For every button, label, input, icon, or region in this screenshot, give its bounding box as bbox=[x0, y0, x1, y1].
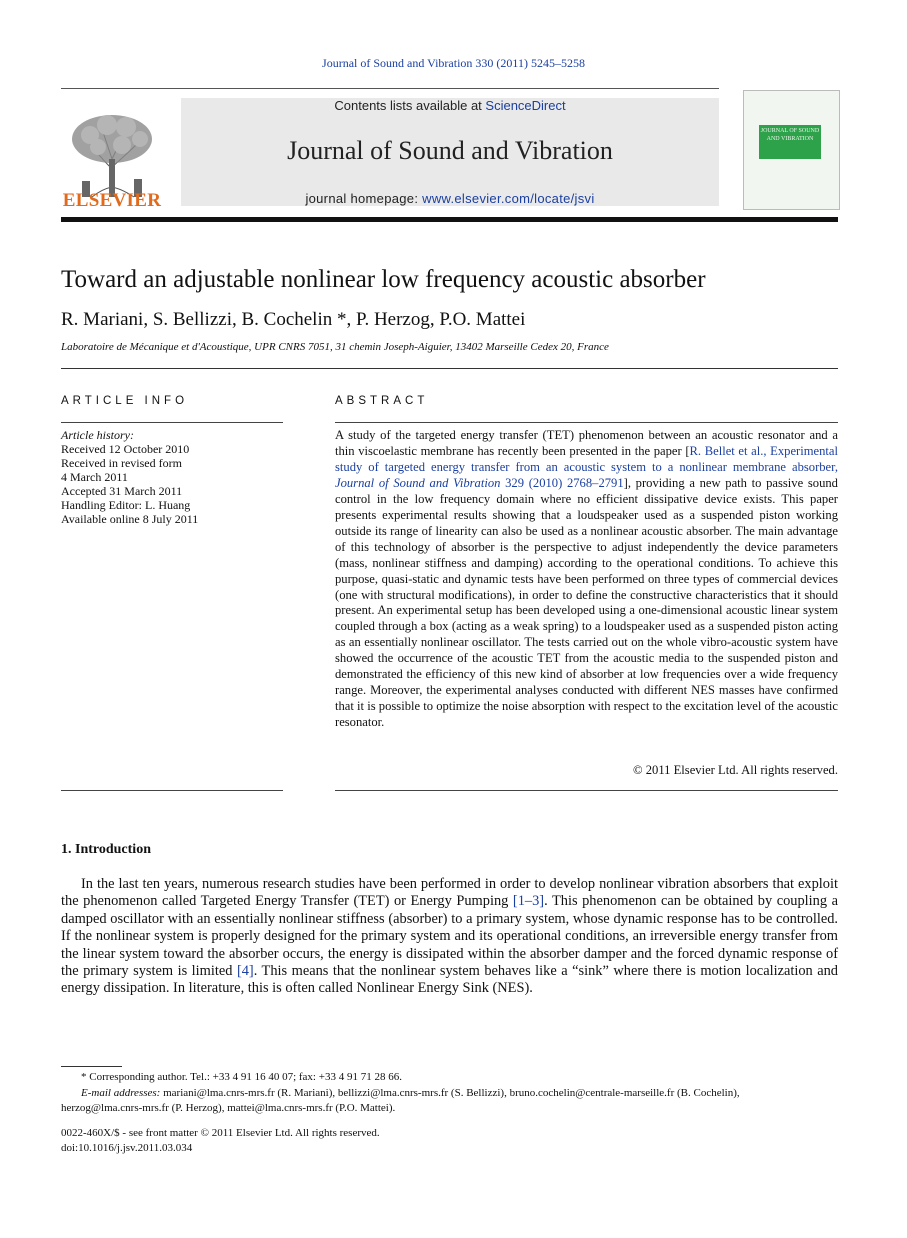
masthead-top-rule bbox=[61, 88, 719, 89]
front-matter bbox=[61, 1126, 661, 1156]
elsevier-wordmark: ELSEVIER bbox=[62, 190, 162, 211]
doi-line[interactable]: doi:10.1016/j.jsv.2011.03.034 bbox=[61, 1142, 193, 1154]
history-item: Received in revised form bbox=[61, 456, 182, 470]
article-info-bottom-rule bbox=[61, 790, 283, 791]
abstract-text bbox=[335, 428, 838, 731]
contents-line bbox=[181, 98, 719, 113]
abstract-heading: ABSTRACT bbox=[335, 395, 429, 407]
history-item: Received 12 October 2010 bbox=[61, 442, 190, 456]
affiliation-rule bbox=[61, 368, 838, 369]
cover-title-text: JOURNAL OF SOUND AND VIBRATION bbox=[760, 128, 820, 142]
email-addresses-line-2[interactable]: herzog@lma.cnrs-mrs.fr (P. Herzog), mattei@lma.cnrs-mrs.fr (P.O. Mattei). bbox=[61, 1102, 396, 1114]
history-item: Accepted 31 March 2011 bbox=[61, 484, 183, 498]
reference-journal: Journal of Sound and Vibration bbox=[335, 475, 501, 490]
introduction-paragraph bbox=[61, 876, 838, 998]
journal-citation-link[interactable]: Journal of Sound and Vibration 330 (2011) 5245–5258 bbox=[322, 56, 585, 70]
journal-homepage-line bbox=[181, 191, 719, 206]
email-label: E-mail addresses: bbox=[81, 1086, 161, 1099]
corresponding-author-note: * Corresponding author. Tel.: +33 4 91 16 40 07; fax: +33 4 91 71 28 66. bbox=[81, 1071, 402, 1083]
reference-tail: 329 (2010) 2768–2791 bbox=[500, 475, 624, 490]
sciencedirect-link[interactable]: ScienceDirect bbox=[485, 98, 566, 113]
journal-title: Journal of Sound and Vibration bbox=[287, 136, 613, 165]
history-item: 4 March 2011 bbox=[61, 470, 128, 484]
abstract-copyright: © 2011 Elsevier Ltd. All rights reserved. bbox=[633, 763, 838, 777]
issn-line: 0022-460X/$ - see front matter © 2011 Elsevier Ltd. All rights reserved. bbox=[61, 1127, 380, 1139]
abstract-part: ], providing a new path to passive sound control in the low frequency domain where no efficient dissipative device exists. This paper presents experimental results showing that a loudspeaker used as a suspended piston working outside its range of linearity can also be used as a nonlinear acoustic absorber. The main advantage of this technology of absorber is the perspective to adjust independently the device parameters (mass, nonlinear stiffness and damping) according to the operational conditions. To achieve this purpose, quasi-static and dynamic tests have been performed on three types of commercial devices (one with structural modifications), in order to define the constructive characteristics that it should present. An experimental setup has been developed using a one-dimensional acoustic linear system coupled through a box (acting as a weak spring) to a loudspeaker used as a suspended piston acting as an essentially nonlinear oscillator. The tests carried out on the whole vibro-acoustic system have showed the occurrence of the acoustic TET from the acoustic media to the suspended piston and demonstrated the efficiency of this new kind of absorber at low frequencies over a wide frequency range. Moreover, the experimental analyses conducted with different NES masses have confirmed that it is possible to optimize the noise absorption with respect to the excitation level of the acoustic resonator. bbox=[335, 475, 838, 730]
citation-link[interactable]: [4] bbox=[236, 963, 254, 980]
abstract-bottom-rule bbox=[335, 790, 838, 791]
intro-text: In the last ten years, numerous research studies have been performed in order to develop nonlinear vibration absorbers that exploit the phenomenon called Targeted Energy Transfer (TET) or Energy Pumping bbox=[61, 876, 838, 910]
homepage-prefix: journal homepage: bbox=[305, 191, 423, 206]
reference-text: R. Bellet et al., Experimental study of targeted energy transfer from an acoustic system to a nonlinear membrane absorber, bbox=[335, 443, 838, 474]
footnote bbox=[61, 1070, 838, 1117]
citation-link[interactable]: [1–3] bbox=[512, 893, 545, 910]
footnote-rule bbox=[61, 1066, 122, 1067]
history-item: Handling Editor: L. Huang bbox=[61, 498, 191, 512]
journal-cover-thumbnail[interactable] bbox=[743, 90, 840, 210]
intro-text: . This means that the nonlinear system behaves like a “sink” where there is motion localization and energy dissipation. In literature, this is often called Nonlinear Energy Sink (NES). bbox=[61, 963, 839, 997]
email-list[interactable]: mariani@lma.cnrs-mrs.fr (R. Mariani), bellizzi@lma.cnrs-mrs.fr (S. Bellizzi), bruno.cochelin@centrale-marseille.fr (B. Cochelin), bbox=[160, 1086, 740, 1099]
article-history bbox=[61, 428, 283, 526]
article-info-heading: ARTICLE INFO bbox=[61, 395, 189, 407]
contents-prefix: Contents lists available at bbox=[334, 98, 486, 113]
author-list: R. Mariani, S. Bellizzi, B. Cochelin *, P. Herzog, P.O. Mattei bbox=[61, 309, 526, 330]
journal-homepage-link[interactable]: www.elsevier.com/locate/jsvi bbox=[422, 191, 595, 206]
history-label: Article history: bbox=[61, 428, 134, 442]
abstract-rule bbox=[335, 422, 838, 423]
abstract-part: A study of the targeted energy transfer (TET) phenomenon between an acoustic resonator and a thin viscoelastic membrane has recently been presented in the paper [ bbox=[335, 428, 838, 458]
email-addresses-line bbox=[61, 1086, 838, 1102]
article-info-rule bbox=[61, 422, 283, 423]
article-title: Toward an adjustable nonlinear low frequency acoustic absorber bbox=[61, 266, 706, 293]
section-heading-introduction: 1. Introduction bbox=[61, 842, 151, 857]
history-item: Available online 8 July 2011 bbox=[61, 512, 199, 526]
header-thick-rule bbox=[61, 217, 838, 222]
intro-text: . This phenomenon can be obtained by coupling a damped oscillator with an essentially nonlinear stiffness (absorber) to a primary system, whose dynamic response has to be controlled. If the nonlinear system is properly designed for the primary system and its operational conditions, an irreversible energy transfer from the linear system toward the absorber occurs, the energy is dissipated within the absorber damper and the forced dynamic response of the primary system is limited bbox=[61, 893, 839, 980]
affiliation: Laboratoire de Mécanique et d'Acoustique, UPR CNRS 7051, 31 chemin Joseph-Aiguier, 13402 Marseille Cedex 20, France bbox=[61, 341, 609, 353]
